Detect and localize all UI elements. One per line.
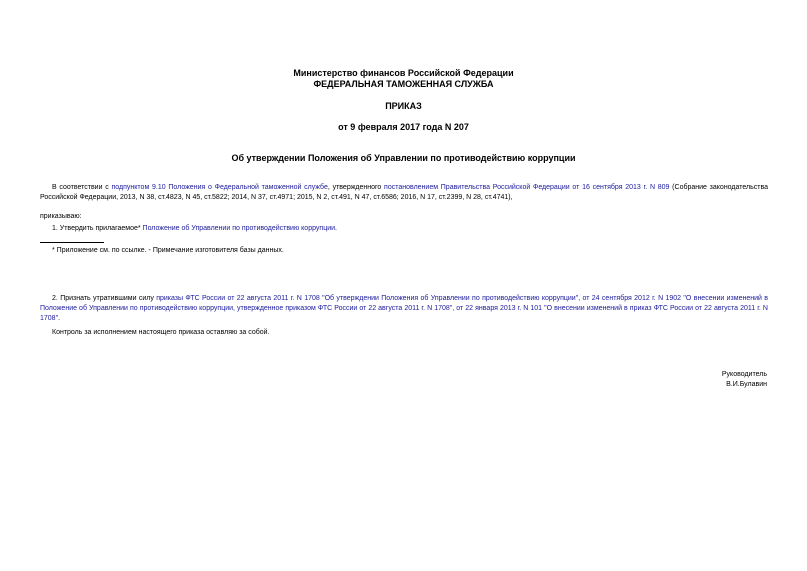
preamble-text-3: (Собрание законодательства Российской Федерации, 2013, N 38, ст.4823, N 45, ст.5822; 2014, N 37, ст.4971; 2015, N 2, ст.491, N 47, ст.6586; 2016, N 17, ст.2399, N 28, ст.4741), — [40, 184, 769, 201]
order-word: приказываю: — [40, 213, 82, 220]
government-decree-link[interactable]: постановлением Правительства Российской Федерации от 16 сентября 2013 г. N 809 — [384, 184, 670, 191]
service-title: ФЕДЕРАЛЬНАЯ ТАМОЖЕННАЯ СЛУЖБА — [313, 79, 494, 89]
regulation-appendix-link[interactable]: Положение об Управлении по противодействию коррупции — [142, 225, 336, 232]
document-type: ПРИКАЗ — [385, 101, 422, 111]
item-1-text-1: 1. Утвердить прилагаемое* — [52, 225, 143, 232]
document-date-number: от 9 февраля 2017 года N 207 — [338, 122, 469, 132]
document-title: Об утверждении Положения об Управлении по противодействию коррупции — [231, 153, 576, 163]
ministry-title: Министерство финансов Российской Федерации — [293, 68, 514, 78]
item-1-paragraph — [40, 224, 768, 234]
item-2-paragraph — [40, 294, 768, 324]
signature-position: Руководитель — [721, 371, 767, 378]
regulation-link[interactable]: подпунктом 9.10 Положения о Федеральной таможенной службе — [111, 184, 328, 191]
footnote: * Приложение см. по ссылке. - Примечание изготовителя базы данных. — [52, 247, 284, 254]
item-1-text-2: . — [335, 225, 337, 232]
item-2-text-2: . — [58, 315, 61, 322]
preamble-paragraph — [40, 183, 768, 203]
preamble-text-1: В соответствии с — [52, 184, 112, 191]
footnote-divider — [40, 242, 104, 243]
item-2-text-1: 2. Признать утратившими силу — [52, 295, 157, 302]
preamble-text-2: , утвержденного — [327, 184, 385, 191]
item-3-paragraph: Контроль за исполнением настоящего приказа оставляю за собой. — [52, 329, 270, 336]
signature-name: В.И.Булавин — [726, 381, 767, 388]
repealed-orders-link[interactable]: приказы ФТС России от 22 августа 2011 г. N 1708 "Об утверждении Положения об Управлении по противодействию коррупции", от 24 сентября 2012 г. N 1902 "О внесении изменений в Положение об Управлении по противодействию коррупции, утвержденное приказом ФТС России от 22 августа 2011 г. N 1708", от 22 января 2013 г. N 101 "О внесении изменений в приказ ФТС России от 22 августа 2011 г. N 1708" — [40, 295, 768, 322]
